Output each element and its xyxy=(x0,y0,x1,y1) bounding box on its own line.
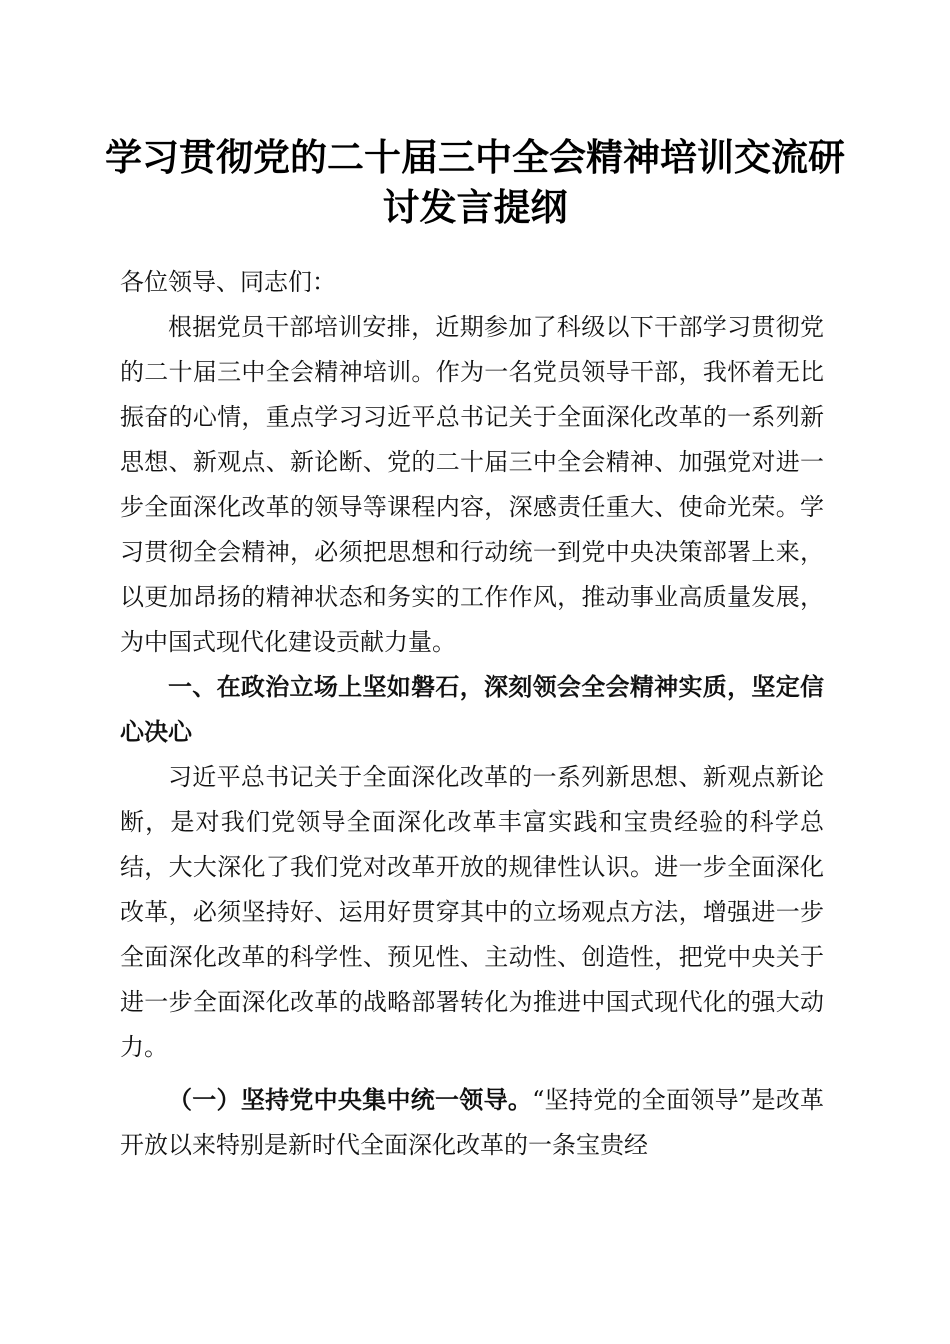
document-body xyxy=(120,260,824,1168)
section-one-paragraph: 习近平总书记关于全面深化改革的一系列新思想、新观点新论断，是对我们党领导全面深化改革丰富实践和宝贵经验的科学总结，大大深化了我们党对改革开放的规律性认识。进一步全面深化改革，必须坚持好、运用好贯穿其中的立场观点方法，增强进一步全面深化改革的科学性、预见性、主动性、创造性，把党中央关于进一步全面深化改革的战略部署转化为推进中国式现代化的强大动力。 xyxy=(120,763,824,1061)
subsection-one-text: “坚持党的全面领导”是改革开放以来特别是新时代全面深化改革的一条宝贵经 xyxy=(120,1086,824,1159)
document-title: 学习贯彻党的二十届三中全会精神培训交流研讨发言提纲 xyxy=(105,135,845,229)
salutation: 各位领导、同志们： xyxy=(120,268,336,296)
intro-paragraph: 根据党员干部培训安排，近期参加了科级以下干部学习贯彻党的二十届三中全会精神培训。作为一名党员领导干部，我怀着无比振奋的心情，重点学习习近平总书记关于全面深化改革的一系列新思想、新观点、新论断、党的二十届三中全会精神、加强党对进一步全面深化改革的领导等课程内容，深感责任重大、使命光荣。学习贯彻全会精神，必须把思想和行动统一到党中央决策部署上来，以更加昂扬的精神状态和务实的工作作风，推动事业高质量发展，为中国式现代化建设贡献力量。 xyxy=(120,313,824,656)
subsection-one-lead: （一）坚持党中央集中统一领导。 xyxy=(168,1086,533,1114)
subsection-one-paragraph xyxy=(120,1078,824,1168)
section-one-heading: 一、在政治立场上坚如磐石，深刻领会全会精神实质，坚定信心决心 xyxy=(120,673,824,746)
